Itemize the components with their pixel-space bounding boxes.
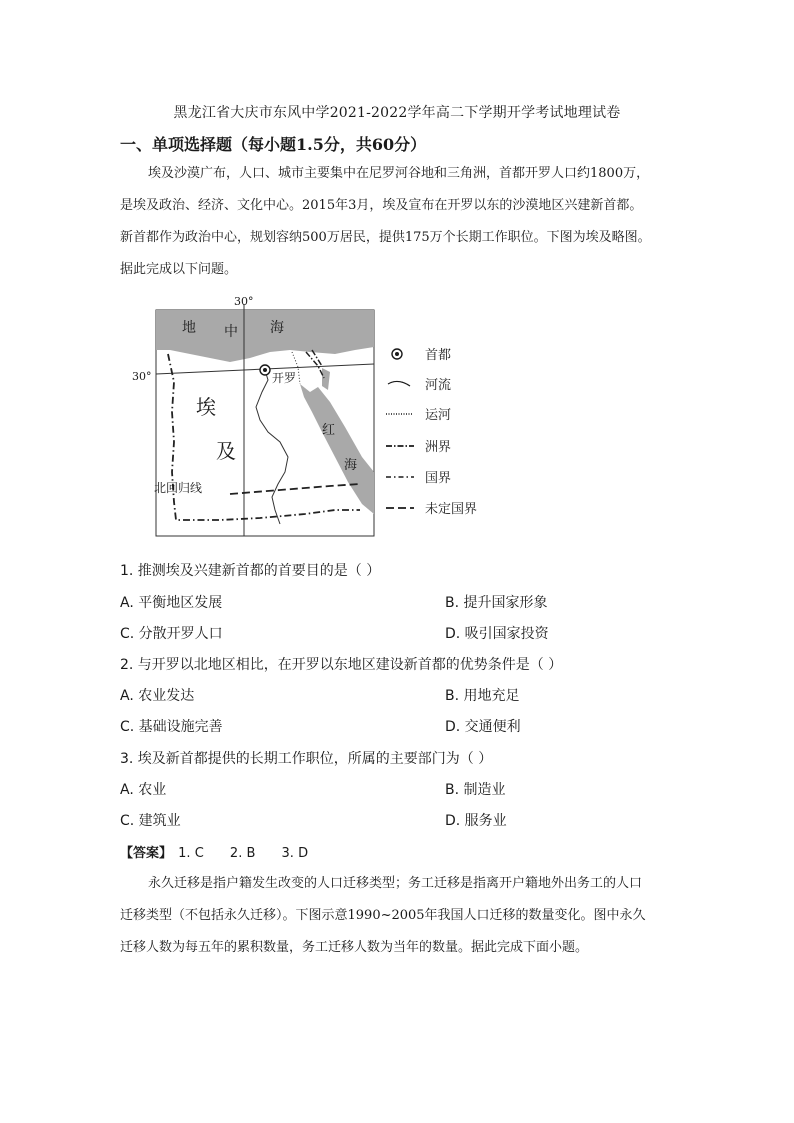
question-2-option-a[interactable]: A. 农业发达 <box>120 688 195 704</box>
country-label-1: 埃 <box>196 395 216 419</box>
legend-undetermined-label: 未定国界 <box>425 502 478 517</box>
cairo-label: 开罗 <box>272 371 297 385</box>
question-2-option-b[interactable]: B. 用地充足 <box>445 688 520 704</box>
question-1-option-a[interactable]: A. 平衡地区发展 <box>120 595 223 611</box>
red-sea-label-2: 海 <box>344 458 358 473</box>
answer-item-3: 3. D <box>281 846 309 861</box>
intro-line-1: 埃及沙漠广布，人口、城市主要集中在尼罗河谷地和三角洲，首都开罗人口约1800万， <box>148 166 650 181</box>
answer-line <box>120 842 330 861</box>
question-3-option-c[interactable]: C. 建筑业 <box>120 813 181 829</box>
continent-boundary <box>306 352 324 378</box>
question-1-option-c[interactable]: C. 分散开罗人口 <box>120 626 223 642</box>
intro-paragraph-migration <box>120 868 690 964</box>
sea-label-2: 中 <box>224 324 238 340</box>
answer-item-2: 2. B <box>229 846 256 861</box>
legend-capital-label: 首都 <box>425 348 452 363</box>
answer-label: 【答案】 <box>120 846 173 861</box>
section-heading: 一、单项选择题（每小题1.5分，共60分） <box>120 135 427 154</box>
legend-river-label: 河流 <box>425 378 452 393</box>
intro-line-2: 是埃及政治、经济、文化中心。2015年3月，埃及宣布在开罗以东的沙漠地区兴建新首都。 <box>120 198 643 213</box>
intro-paragraph-egypt <box>120 158 690 286</box>
intro-line-3: 新首都作为政治中心，规划容纳500万居民，提供175万个长期工作职位。下图为埃及略图。 <box>120 230 651 245</box>
question-2-option-c[interactable]: C. 基础设施完善 <box>120 719 223 735</box>
question-3-option-b[interactable]: B. 制造业 <box>445 782 506 798</box>
intro2-line-3: 迁移人数为每五年的累积数量，务工迁移人数为当年的数量。据此完成下面小题。 <box>120 940 589 955</box>
egypt-map <box>130 292 500 544</box>
gulf-of-aqaba <box>322 368 330 390</box>
question-1-stem: 1. 推测埃及兴建新首都的首要目的是（ ） <box>120 563 381 579</box>
question-1-option-d[interactable]: D. 吸引国家投资 <box>445 626 549 642</box>
intro-line-4: 据此完成以下问题。 <box>120 262 238 277</box>
legend-canal-label: 运河 <box>425 408 452 423</box>
sea-label-3: 海 <box>270 320 284 336</box>
intro2-line-2: 迁移类型（不包括永久迁移）。下图示意1990~2005年我国人口迁移的数量变化。图中永久 <box>120 908 646 923</box>
question-3-stem: 3. 埃及新首都提供的长期工作职位，所属的主要部门为（ ） <box>120 751 493 767</box>
question-2-option-d[interactable]: D. 交通便利 <box>445 719 521 735</box>
country-label-2: 及 <box>216 439 236 463</box>
intro2-line-1: 永久迁移是指户籍发生改变的人口迁移类型；务工迁移是指离开户籍地外出务工的人口 <box>148 876 643 891</box>
document-title: 黑龙江省大庆市东风中学2021-2022学年高二下学期开学考试地理试卷 <box>173 105 621 121</box>
longitude-label: 30° <box>234 295 254 308</box>
nile-river <box>256 370 288 524</box>
sea-label-1: 地 <box>182 320 196 336</box>
undetermined-boundary <box>230 484 360 494</box>
red-sea <box>300 384 374 514</box>
legend-river-icon <box>388 381 410 386</box>
legend-continent-label: 洲界 <box>425 440 452 455</box>
question-2-stem: 2. 与开罗以北地区相比，在开罗以东地区建设新首都的优势条件是（ ） <box>120 657 563 673</box>
cairo-marker-dot <box>263 368 267 372</box>
mediterranean-sea <box>156 310 374 362</box>
legend-national-label: 国界 <box>425 471 452 486</box>
map-legend <box>386 347 477 517</box>
question-1-option-b[interactable]: B. 提升国家形象 <box>445 595 548 611</box>
latitude-label: 30° <box>132 370 152 383</box>
legend-capital-dot <box>395 352 399 356</box>
question-3-option-a[interactable]: A. 农业 <box>120 782 167 798</box>
answer-item-1: 1. C <box>178 846 204 861</box>
tropic-label: 北回归线 <box>154 481 203 495</box>
red-sea-label-1: 红 <box>322 423 336 438</box>
question-3-option-d[interactable]: D. 服务业 <box>445 813 507 829</box>
